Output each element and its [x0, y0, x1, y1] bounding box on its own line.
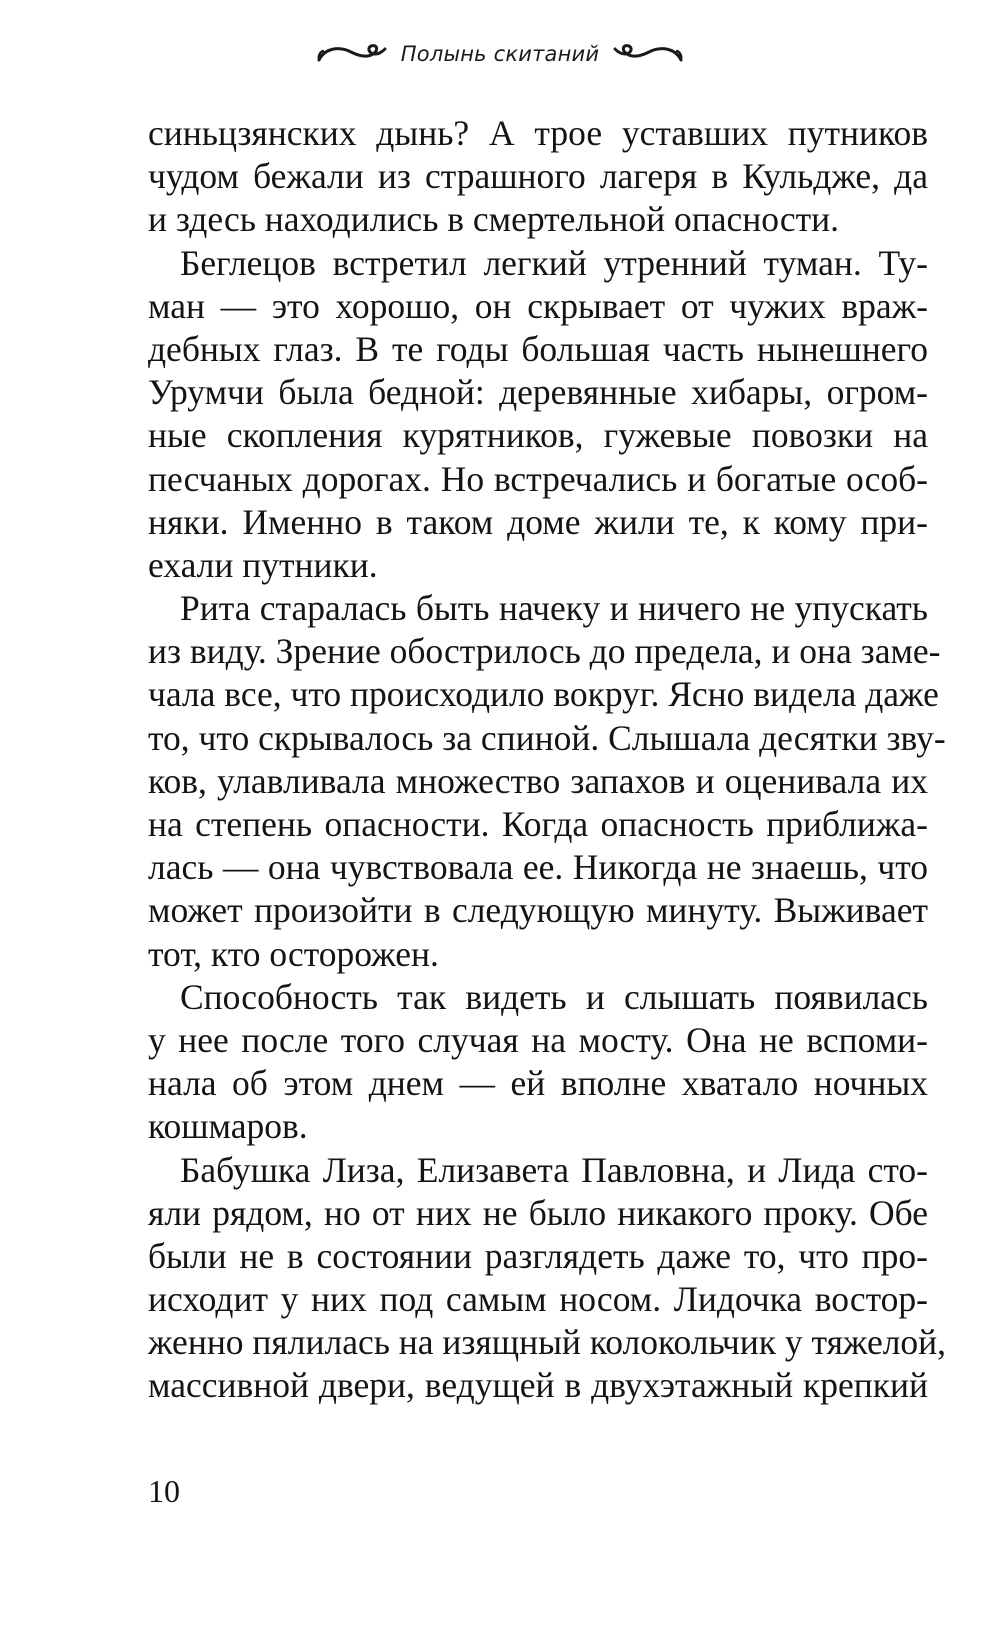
text-line: Бабушка Лиза, Елизавета Павловна, и Лида сто- — [180, 1149, 928, 1190]
page-number: 10 — [148, 1473, 180, 1509]
text-line: няки. Именно в таком доме жили те, к кому при- — [148, 501, 928, 542]
text-line: на степень опасности. Когда опасность приближа- — [148, 804, 928, 844]
text-line: кошмаров. — [148, 1106, 308, 1147]
text-line: может произойти в следующую минуту. Выживает — [148, 890, 928, 931]
text-line: женно пялилась на изящный колокольчик у тяжелой, — [148, 1322, 947, 1363]
running-head-title: Полынь скитаний — [400, 42, 600, 66]
text-line: чудом бежали из страшного лагеря в Кульдже, да — [148, 156, 928, 197]
text-line: ные скопления курятников, гужевые повозки на — [148, 415, 928, 456]
text-line: яли рядом, но от них не было никакого проку. Обе — [148, 1192, 928, 1233]
text-line: чала все, что происходило вокруг. Ясно видела даже — [148, 674, 939, 715]
text-line: то, что скрывалось за спиной. Слышала десятки зву- — [148, 717, 946, 758]
text-line: тот, кто осторожен. — [148, 933, 439, 974]
text-line: ков, улавливала множество запахов и оценивала их — [148, 760, 928, 801]
text-line: были не в состоянии разглядеть даже то, что про- — [148, 1235, 928, 1276]
text-line: и здесь находились в смертельной опасности. — [148, 199, 839, 240]
text-line: нала об этом днем — ей вполне хватало ночных — [148, 1063, 928, 1104]
text-line: лась — она чувствовала ее. Никогда не знаешь, что — [148, 847, 928, 888]
running-head — [0, 34, 1000, 74]
text-line: дебных глаз. В те годы большая часть нынешнего — [148, 328, 928, 369]
text-line: Беглецов встретил легкий утренний туман. Ту- — [180, 242, 928, 283]
text-line: у нее после того случая на мосту. Она не вспоми- — [148, 1019, 928, 1060]
swirl-ornament-right-icon — [613, 42, 685, 66]
text-line: песчаных дорогах. Но встречались и богатые особ- — [148, 458, 928, 499]
text-line: ман — это хорошо, он скрывает от чужих враж- — [148, 285, 928, 326]
text-line: исходит у них под самым носом. Лидочка востор- — [148, 1279, 928, 1320]
body-text — [148, 112, 947, 1408]
text-line: синьцзянских дынь? А трое уставших путников — [148, 113, 928, 153]
text-line: Рита старалась быть начеку и ничего не упускать — [180, 588, 928, 629]
swirl-ornament-left-icon — [315, 42, 387, 66]
text-line: из виду. Зрение обострилось до предела, и она заме- — [148, 631, 941, 672]
text-line: массивной двери, ведущей в двухэтажный крепкий — [148, 1365, 928, 1406]
text-line: Урумчи была бедной: деревянные хибары, огром- — [148, 372, 928, 413]
text-line: ехали путники. — [148, 544, 378, 585]
text-line: Способность так видеть и слышать появилась — [180, 976, 928, 1017]
